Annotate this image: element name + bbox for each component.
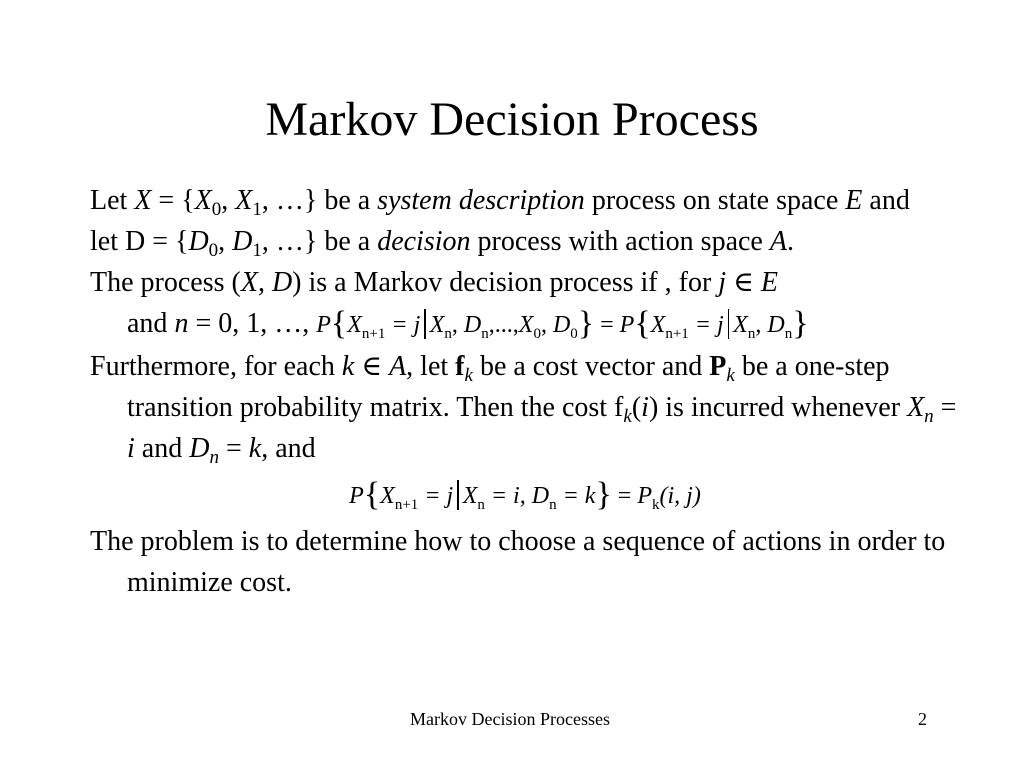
markov-property-equation: $P\{X_{n+1} = j$ $X_n$, $D_n,...,X_0$, $D_0\} = P\{X_{n+1} = j$ $X_n$, $D_n$} — [316, 305, 809, 342]
emphasis-system-description: system description — [377, 185, 585, 216]
slide-body — [90, 180, 960, 603]
emphasis-decision: decision — [377, 226, 471, 257]
slide-title: Markov Decision Process — [265, 93, 759, 146]
paragraph-system-process: Let $X = \{X_0$, $X_1$, …} be a system description process on state space E and — [90, 185, 910, 220]
footer-title: Markov Decision Processes — [410, 709, 610, 729]
paragraph-problem-statement: The problem is to determine how to choose a sequence of actions in order to minimize cost. — [90, 526, 946, 598]
transition-probability-equation: $P\{X_{n+1} = j$ $X_n = i$, $D_n = k\} = P_k(i$, j) — [349, 476, 701, 513]
paragraph-markov-definition: The process (X, D) is a Markov decision process if , for j ∈ E and n = 0, 1, …, $P\{X_{n+1} = j$ $X_n$, $D_n,...,X_0$, $D_0\} = P\{X_{n+1} = j$ $X_n$, $D_n$} — [90, 267, 809, 342]
page-number: 2 — [918, 709, 927, 729]
paragraph-decision-process: let $D = \{D_0$, $D_1$, …} be a decision process with action space A. — [90, 226, 794, 261]
paragraph-cost-definition: Furthermore, for each k ∈ A, let $f_k$ be a cost vector and $P_k$ be a one-step transition probability matrix. Then the cost $f_k(i)$ is incurred whenever $X_n = i$ and $D_n = k$, and — [90, 351, 957, 468]
